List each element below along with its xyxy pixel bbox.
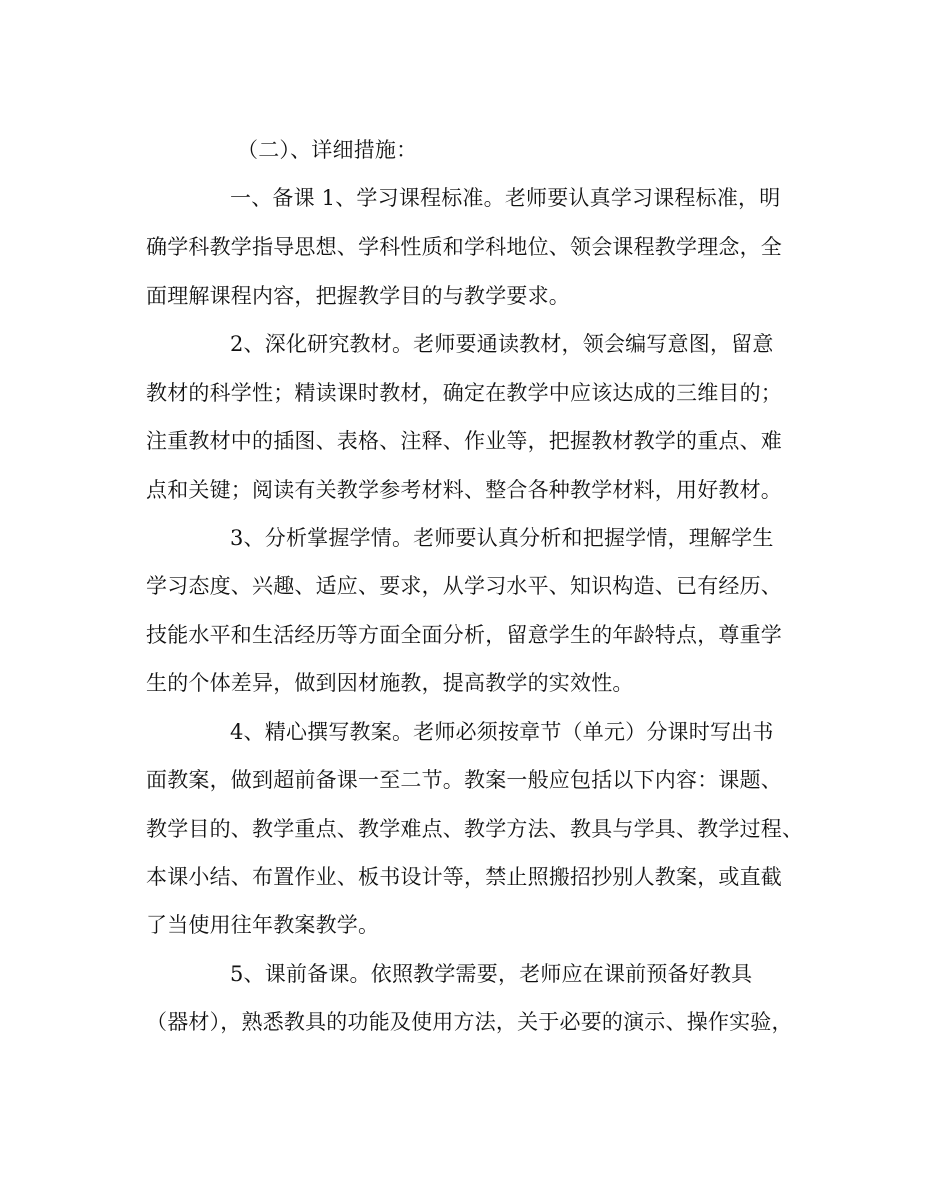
paragraph-line: （器材），熟悉教具的功能及使用方法，关于必要的演示、操作实验， [146,1010,793,1034]
paragraph-line: 一、备课 1、学习课程标准。老师要认真学习课程标准，明 [230,186,781,210]
paragraph-line: 本课小结、布置作业、板书设计等，禁止照搬招抄别人教案，或直截 [146,865,782,889]
paragraph-line: 注重教材中的插图、表格、注释、作业等，把握教材教学的重点、难 [146,429,782,453]
paragraph-line: 4、精心撰写教案。老师必须按章节（单元）分课时写出书 [230,720,774,744]
paragraph-line: 3、分析掌握学情。老师要认真分析和把握学情，理解学生 [230,526,774,550]
paragraph-line: 面教案，做到超前备课一至二节。教案一般应包括以下内容：课题、 [146,768,782,792]
paragraph-line: 5、课前备课。依照教学需要，老师应在课前预备好教具 [230,962,753,986]
paragraph-line: 点和关键；阅读有关教学参考材料、整合各种教学材料，用好教材。 [146,478,782,502]
paragraph-line: 生的个体差异，做到因材施教，提高教学的实效性。 [146,671,634,695]
paragraph-line: 2、深化研究教材。老师要通读教材，领会编写意图，留意 [230,332,774,356]
paragraph-line: 教学目的、教学重点、教学难点、教学方法、教具与学具、教学过程、 [146,817,804,841]
paragraph-line: 学习态度、兴趣、适应、要求，从学习水平、知识构造、已有经历、 [146,574,782,598]
paragraph-line: 教材的科学性；精读课时教材，确定在教学中应该达成的三维目的； [146,381,782,405]
section-heading: （二）、详细措施： [237,138,418,162]
paragraph-line: 确学科教学指导思想、学科性质和学科地位、领会课程教学理念，全 [146,235,782,259]
paragraph-line: 面理解课程内容，把握教学目的与教学要求。 [146,284,570,308]
paragraph-line: 了当使用往年教案教学。 [146,913,380,937]
paragraph-line: 技能水平和生活经历等方面全面分析，留意学生的年龄特点，尊重学 [146,623,782,647]
